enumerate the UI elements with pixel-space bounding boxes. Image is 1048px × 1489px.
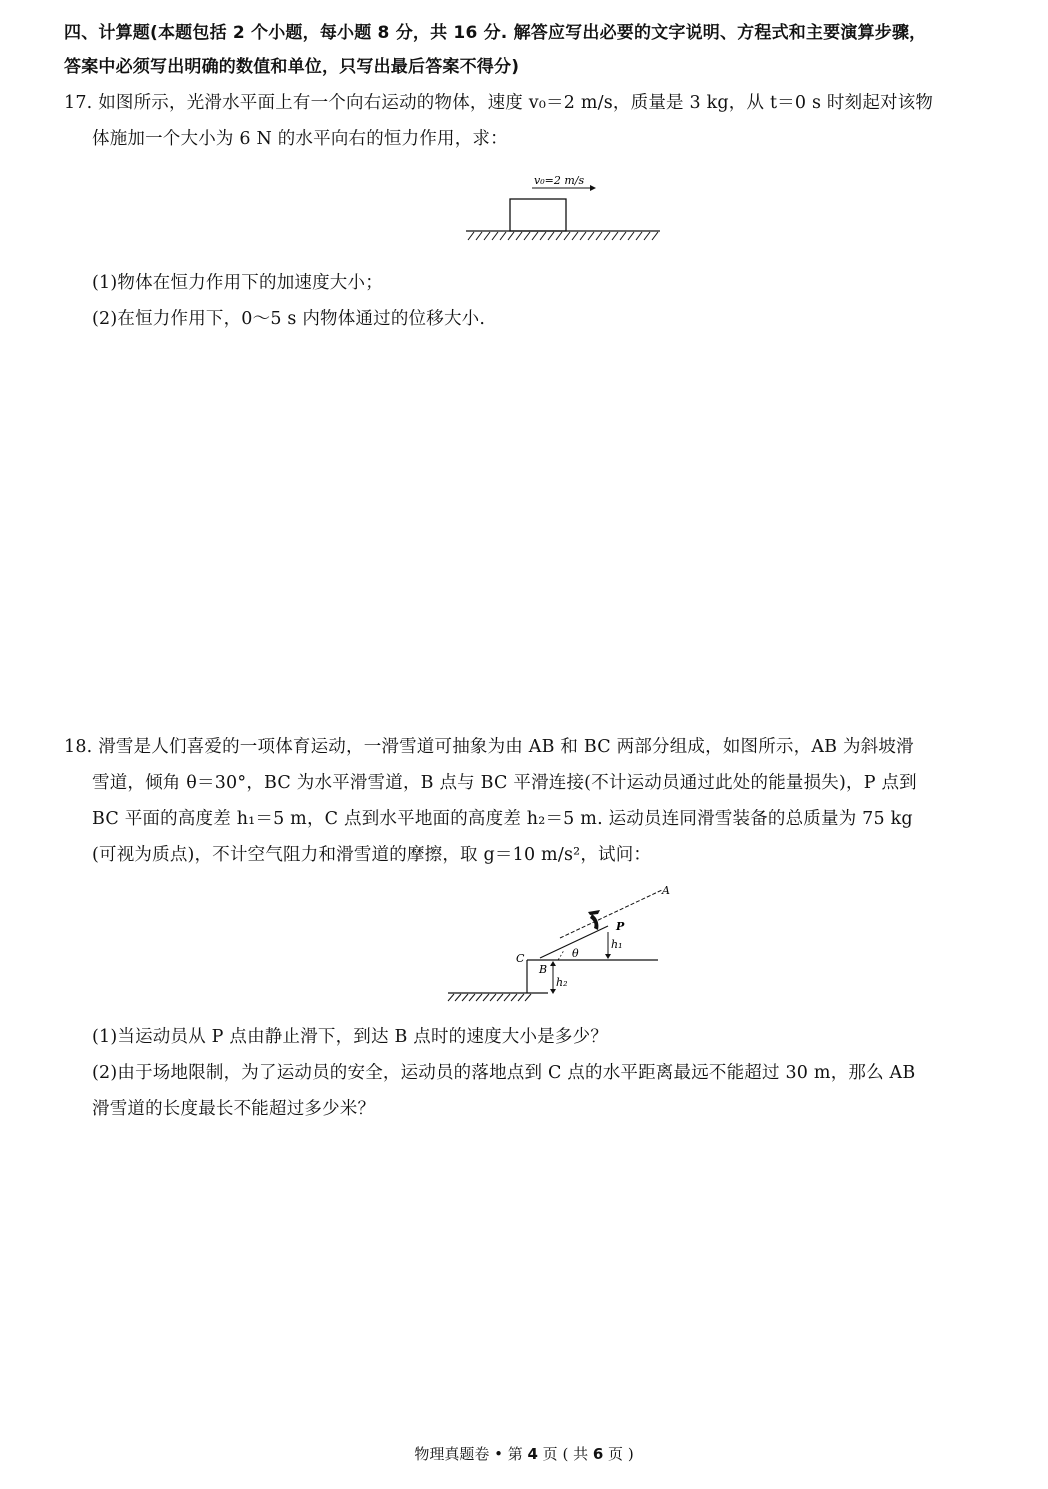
footer-page-number: 4	[527, 1445, 538, 1463]
q18-stem-line3: BC 平面的高度差 h₁＝5 m，C 点到水平地面的高度差 h₂＝5 m. 运动员连同滑雪装备的总质量为 75 kg	[92, 809, 913, 829]
q18-ground-hatch	[448, 994, 531, 1001]
q18-label-P: P	[616, 920, 625, 933]
q18-sub1: (1)当运动员从 P 点由静止滑下，到达 B 点时的速度大小是多少？	[92, 1027, 608, 1047]
q17-block-figure	[460, 168, 670, 246]
footer-total-pages: 6	[592, 1445, 604, 1463]
q18-label-B: B	[539, 963, 548, 976]
q17-sub1: (1)物体在恒力作用下的加速度大小；	[92, 273, 383, 293]
q18-sub2-line2: 滑雪道的长度最长不能超过多少米？	[92, 1099, 376, 1119]
q17-sub2: (2)在恒力作用下，0～5 s 内物体通过的位移大小.	[92, 309, 486, 329]
q18-label-h1: h₁	[611, 938, 623, 951]
footer-middle: 页 ( 共	[537, 1445, 593, 1463]
q17-velocity-label: v₀=2 m/s	[534, 174, 585, 187]
q18-stem-line4: (可视为质点)，不计空气阻力和滑雪道的摩擦，取 g＝10 m/s²，试问：	[92, 845, 652, 865]
q18-label-A: A	[662, 884, 670, 897]
q18-stem-line2: 雪道，倾角 θ＝30°，BC 为水平滑雪道，B 点与 BC 平滑连接(不计运动员通过此处的能量损失)，P 点到	[92, 773, 917, 793]
q18-stem-line1: 18. 滑雪是人们喜爱的一项体育运动，一滑雪道可抽象为由 AB 和 BC 两部分组成，如图所示，AB 为斜坡滑	[64, 737, 914, 757]
footer-prefix: 物理真题卷 • 第	[414, 1445, 528, 1463]
q18-sub2-line1: (2)由于场地限制，为了运动员的安全，运动员的落地点到 C 点的水平距离最远不能超过 30 m，那么 AB	[92, 1063, 916, 1083]
q18-ski-figure	[440, 880, 670, 1004]
q17-velocity-arrowhead	[590, 185, 596, 191]
footer-suffix: 页 )	[603, 1445, 634, 1463]
q18-label-C: C	[516, 952, 525, 965]
q17-stem-line1: 17. 如图所示，光滑水平面上有一个向右运动的物体，速度 v₀＝2 m/s，质量是 3 kg，从 t＝0 s 时刻起对该物	[64, 93, 934, 113]
q17-block	[510, 199, 566, 231]
section-heading-line2: 答案中必须写出明确的数值和单位，只写出最后答案不得分)	[64, 57, 520, 77]
section-heading-line1: 四、计算题(本题包括 2 个小题，每小题 8 分，共 16 分. 解答应写出必要的文字说明、方程式和主要演算步骤，	[64, 23, 927, 43]
q17-ground-hatch	[468, 232, 658, 240]
page-footer	[0, 1443, 1048, 1464]
q17-stem-line2: 体施加一个大小为 6 N 的水平向右的恒力作用，求：	[92, 129, 508, 149]
q18-label-h2: h₂	[556, 976, 568, 989]
q18-label-theta: θ	[572, 947, 579, 960]
q18-slope-upper	[560, 890, 662, 938]
